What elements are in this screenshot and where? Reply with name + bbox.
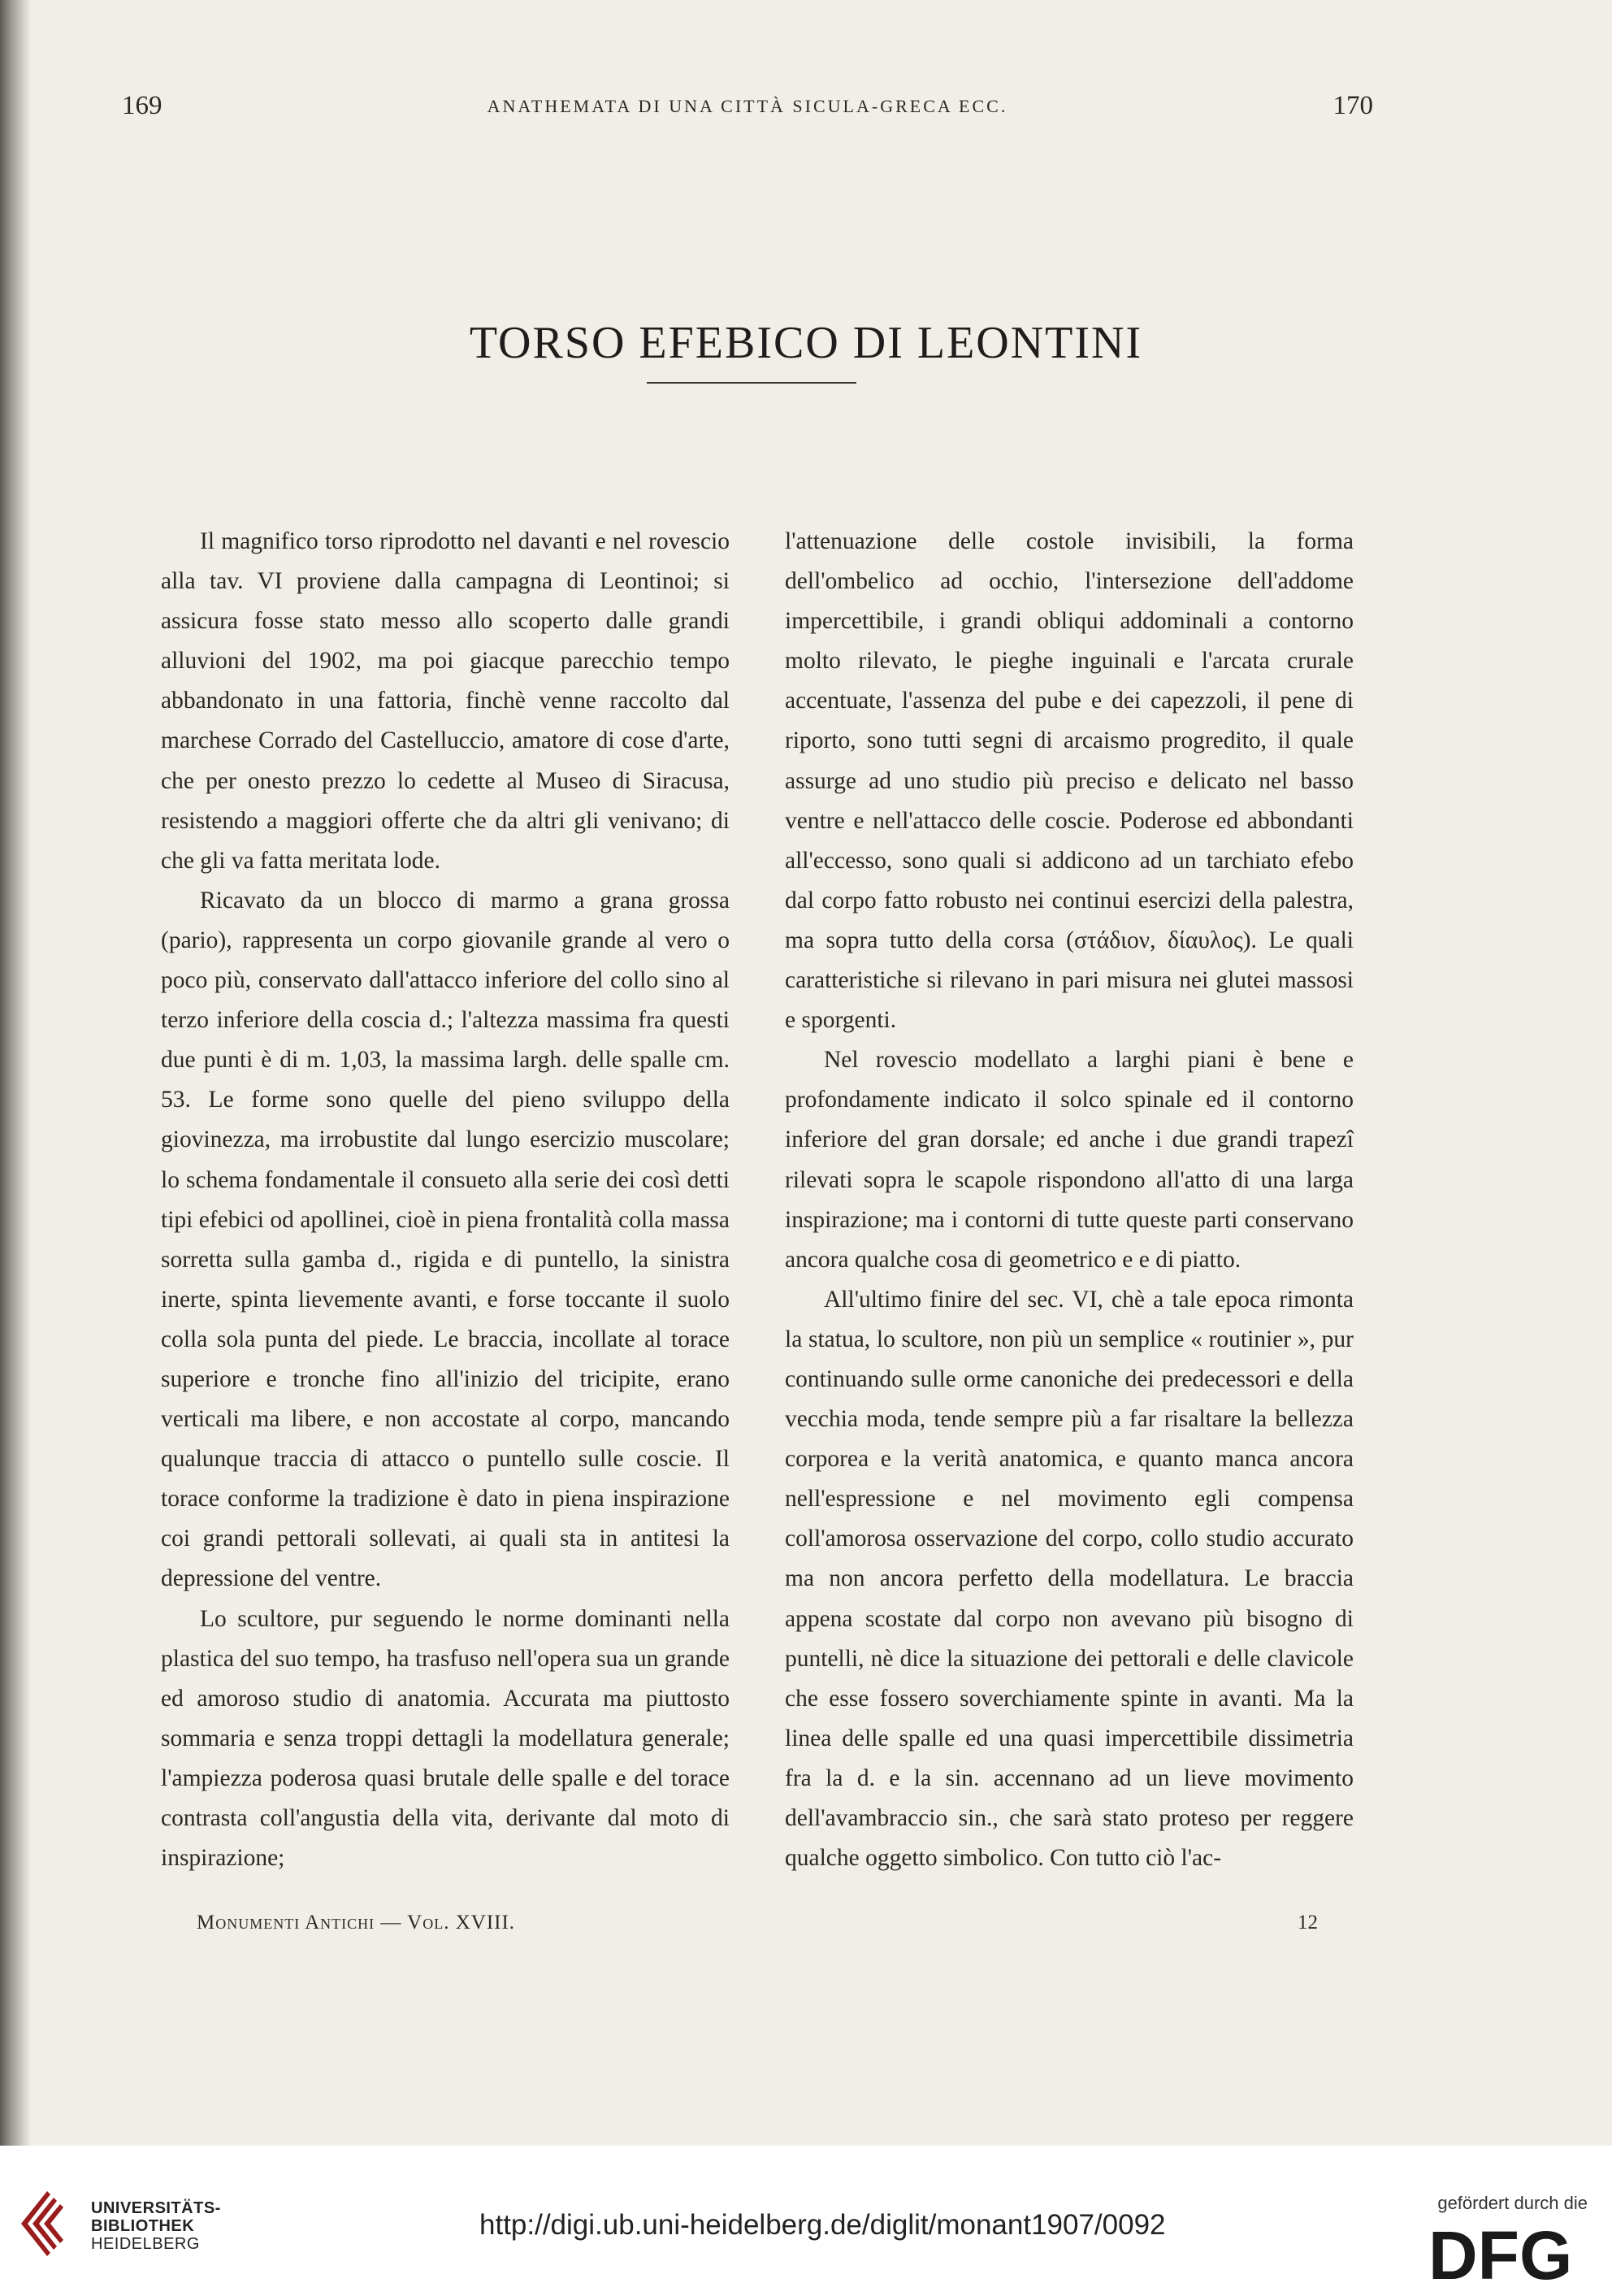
- funded-by-text: gefördert durch die: [1437, 2193, 1588, 2213]
- digitization-footer: [0, 2146, 1612, 2296]
- article-title: TORSO EFEBICO DI LEONTINI: [469, 317, 1143, 368]
- university-library-logo-icon: [13, 2188, 81, 2261]
- paragraph: All'ultimo finire del sec. VI, chè a tale epoca rimonta la statua, lo scultore, non più un semplice « routinier », pur continuando sulle orme canoniche dei predecessori e della vecchia moda, tende sempre più a far risaltare la bellezza corporea e la verità anatomica, e quanto manca ancora nell'espressione e nel movimento egli compensa coll'amorosa osservazione del corpo, collo studio accurato ma non ancora perfetto della modellatura. Le braccia appena scostate dal corpo non avevano più bisogno di puntelli, nè dice la situazione dei pettorali e delle clavicole che esse fossero soverchiamente spinte in avanti. Ma la linea delle spalle ed una quasi impercettibile dissimetria fra la d. e la sin. accennano ad un lieve movimento dell'avambraccio sin., che sarà stato proteso per reggere qualche oggetto simbolico. Con tutto ciò l'ac-: [785, 1286, 1354, 1872]
- dfg-logo-icon: [1425, 2220, 1588, 2285]
- paragraph: l'attenuazione delle costole invisibili, la forma dell'ombelico ad occhio, l'intersezione dell'addome impercettibile, i grandi obliqui addominali a contorno molto rilevato, le pieghe inguinali e l'arcata crurale accentuate, l'assenza del pube e dei capezzoli, il pene di riporto, sono tutti segni di arcaismo progredito, il quale assurge ad uno studio più preciso e delicato nel basso ventre e nell'attacco delle coscie. Poderose ed abbondanti all'eccesso, sono quali si addicono ad un tarchiato efebo dal corpo fatto robusto nei continui esercizi della palestra, ma sopra tutto della corsa (στάδιον, δίαυλος). Le quali caratteristiche si rilevano in pari misura nei glutei massosi e sporgenti.: [785, 528, 1354, 1034]
- text-column-right: [785, 522, 1354, 1878]
- svg-text:DFG: DFG: [1428, 2220, 1573, 2285]
- source-url-link[interactable]: http://digi.ub.uni-heidelberg.de/diglit/monant1907/0092: [479, 2209, 1166, 2241]
- title-divider: [647, 382, 856, 384]
- page-number-left: 169: [122, 91, 162, 120]
- library-name-line: HEIDELBERG: [91, 2235, 200, 2253]
- paragraph: Il magnifico torso riprodotto nel davanti e nel rovescio alla tav. VI proviene dalla campagna di Leontinoi; si assicura fosse stato messo allo scoperto dalle grandi alluvioni del 1902, ma poi giacque parecchio tempo abbandonato in una fattoria, finchè venne raccolto dal marchese Corrado del Castelluccio, amatore di cose d'arte, che per onesto prezzo lo cedette al Museo di Siracusa, resistendo a maggiori offerte che da altri gli venivano; di che gli va fatta meritata lode.: [161, 528, 730, 874]
- journal-title: Monumenti Antichi — Vol. XVIII.: [197, 1912, 516, 1934]
- paragraph: Nel rovescio modellato a larghi piani è bene e profondamente indicato il solco spinale ed il contorno inferiore del gran dorsale; ed anche i due grandi trapezî rilevati sopra le scapole rispondono all'atto di una larga inspirazione; ma i contorni di tutte queste parti conservano ancora qualche cosa di geometrico e e di piatto.: [785, 1047, 1354, 1273]
- library-name-line: BIBLIOTHEK: [91, 2217, 195, 2235]
- paragraph: Ricavato da un blocco di marmo a grana grossa (pario), rappresenta un corpo giovanile grande al vero o poco più, conservato dall'attacco inferiore del collo sino al terzo inferiore della coscia d.; l'altezza massima fra questi due punti è di m. 1,03, la massima largh. delle spalle cm. 53. Le forme sono quelle del pieno sviluppo della giovinezza, ma irrobustite dal lungo esercizio muscolare; lo schema fondamentale il consueto alla serie dei così detti tipi efebici od apollinei, cioè in piena frontalità colla massa sorretta sulla gamba d., rigida e di puntello, la sinistra inerte, spinta lievemente avanti, e forse toccante il suolo colla sola punta del piede. Le braccia, incollate al torace superiore e tronche fino all'inizio del tricipite, erano verticali ma libere, e non accostate al corpo, mancando qualunque traccia di attacco o puntello sulle coscie. Il torace conforme la tradizione è dato in piena inspirazione coi grandi pettorali sollevati, ai quali sta in antitesi la depressione del ventre.: [161, 887, 730, 1592]
- page-footer: [161, 1912, 1355, 1941]
- gathering-signature: 12: [1298, 1912, 1318, 1934]
- running-title: ANATHEMATA DI UNA CITTÀ SICULA-GRECA ECC.: [487, 96, 1008, 116]
- running-head: [122, 91, 1373, 127]
- text-column-left: [161, 522, 730, 1878]
- paragraph: Lo scultore, pur seguendo le norme dominanti nella plastica del suo tempo, ha trasfuso nell'opera sua un grande ed amoroso studio di anatomia. Accurata ma piuttosto sommaria e senza troppi dettagli la modellatura generale; l'ampiezza poderosa quasi brutale delle spalle e del torace contrasta coll'angustia della vita, derivante dal moto di inspirazione;: [161, 1605, 730, 1872]
- library-name-line: UNIVERSITÄTS-: [91, 2199, 221, 2217]
- page-number-right: 170: [1332, 91, 1373, 120]
- university-library-name: [91, 2199, 221, 2253]
